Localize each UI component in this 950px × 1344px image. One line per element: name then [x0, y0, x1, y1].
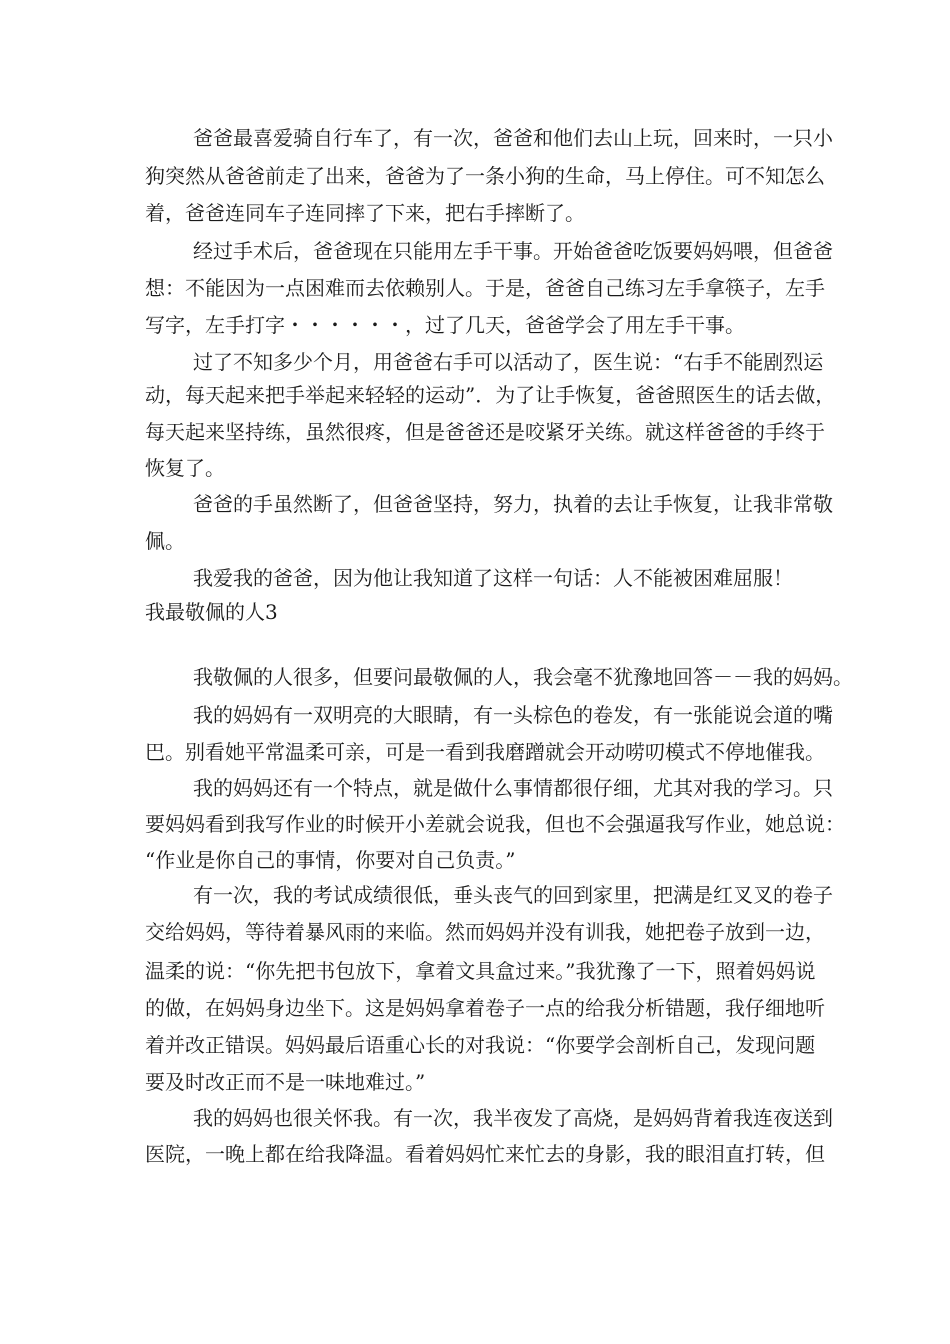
paragraph-line: 狗突然从爸爸前走了出来，爸爸为了一条小狗的生命，马上停住。可不知怎么	[145, 164, 825, 188]
paragraph-line: 动，每天起来把手举起来轻轻的运动”．为了让手恢复，爸爸照医生的话去做，	[145, 383, 836, 407]
paragraph-line: 我爱我的爸爸，因为他让我知道了这样一句话：人不能被困难屈服！	[193, 566, 793, 590]
paragraph-line: 要妈妈看到我写作业的时候开小差就会说我，但也不会强逼我写作业，她总说：	[145, 812, 845, 836]
paragraph-line: 过了不知多少个月，用爸爸右手可以活动了，医生说：“右手不能剧烈运	[193, 350, 824, 374]
paragraph-line: 我的妈妈也很关怀我。有一次，我半夜发了高烧，是妈妈背着我连夜送到	[193, 1106, 833, 1130]
section-heading: 我最敬佩的人3	[145, 600, 278, 624]
paragraph-line: 恢复了。	[145, 456, 225, 480]
paragraph-line: 佩。	[145, 529, 185, 553]
paragraph-line: 着并改正错误。妈妈最后语重心长的对我说：“你要学会剖析自己，发现问题	[145, 1033, 816, 1057]
paragraph-line: 经过手术后，爸爸现在只能用左手干事。开始爸爸吃饭要妈妈喂，但爸爸	[193, 239, 833, 263]
paragraph-line: 我敬佩的人很多，但要问最敬佩的人，我会毫不犹豫地回答－－我的妈妈。	[193, 665, 853, 689]
paragraph-line: “作业是你自己的事情，你要对自己负责。”	[145, 848, 516, 872]
paragraph-line: 着，爸爸连同车子连同摔了下来，把右手摔断了。	[145, 201, 585, 225]
paragraph-line: 写字，左手打字・・・・・・，过了几天，爸爸学会了用左手干事。	[145, 313, 745, 337]
paragraph-line: 温柔的说：“你先把书包放下，拿着文具盒过来。”我犹豫了一下，照着妈妈说	[145, 959, 816, 983]
paragraph-line: 要及时改正而不是一味地难过。”	[145, 1070, 426, 1094]
paragraph-line: 想：不能因为一点困难而去依赖别人。于是，爸爸自己练习左手拿筷子，左手	[145, 276, 825, 300]
paragraph-line: 爸爸最喜爱骑自行车了，有一次，爸爸和他们去山上玩，回来时，一只小	[193, 126, 833, 150]
paragraph-line: 爸爸的手虽然断了，但爸爸坚持，努力，执着的去让手恢复，让我非常敬	[193, 492, 833, 516]
paragraph-line: 巴。别看她平常温柔可亲，可是一看到我磨蹭就会开动唠叨模式不停地催我。	[145, 740, 825, 764]
paragraph-line: 我的妈妈有一双明亮的大眼睛，有一头棕色的卷发，有一张能说会道的嘴	[193, 703, 833, 727]
paragraph-line: 的做，在妈妈身边坐下。这是妈妈拿着卷子一点的给我分析错题，我仔细地听	[145, 996, 825, 1020]
paragraph-line: 每天起来坚持练，虽然很疼，但是爸爸还是咬紧牙关练。就这样爸爸的手终于	[145, 420, 825, 444]
paragraph-line: 有一次，我的考试成绩很低，垂头丧气的回到家里，把满是红叉叉的卷子	[193, 883, 833, 907]
paragraph-line: 交给妈妈，等待着暴风雨的来临。然而妈妈并没有训我，她把卷子放到一边，	[145, 920, 825, 944]
paragraph-line: 医院，一晚上都在给我降温。看着妈妈忙来忙去的身影，我的眼泪直打转，但	[145, 1142, 825, 1166]
paragraph-line: 我的妈妈还有一个特点，就是做什么事情都很仔细，尤其对我的学习。只	[193, 776, 833, 800]
